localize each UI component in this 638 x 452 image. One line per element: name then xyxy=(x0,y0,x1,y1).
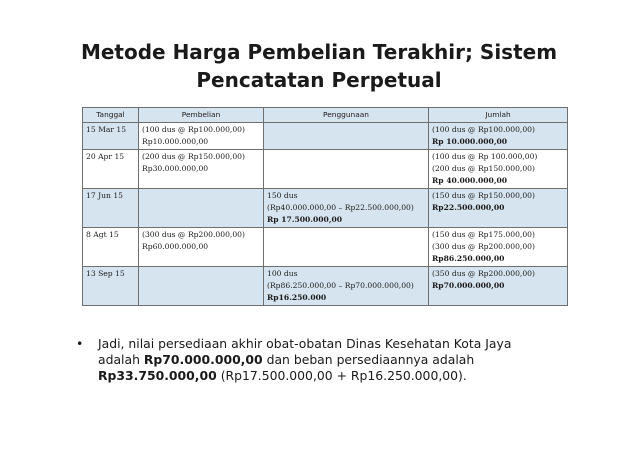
cell-line: Rp30.000.000,00 xyxy=(142,164,209,173)
slide-title-line-2: Pencatatan Perpetual xyxy=(196,68,442,92)
table-row xyxy=(83,123,568,150)
table-row xyxy=(83,267,568,306)
cell-total: Rp86.250.000,00 xyxy=(432,254,505,263)
cell-jumlah xyxy=(429,228,568,267)
cell-jumlah xyxy=(429,150,568,189)
bullet-marker: • xyxy=(76,336,84,351)
header-tanggal: Tanggal xyxy=(83,108,139,123)
cell-line: (100 dus @ Rp 100.000,00) xyxy=(432,152,538,161)
cell-line: (100 dus @ Rp100.000,00) xyxy=(432,125,535,134)
conclusion-part-2: dan beban persediaannya adalah xyxy=(262,352,475,367)
cell-tanggal: 15 Mar 15 xyxy=(83,123,139,150)
cell-penggunaan xyxy=(264,267,429,306)
inventory-expense-value: Rp33.750.000,00 xyxy=(98,368,217,383)
cell-total: Rp70.000.000,00 xyxy=(432,281,505,290)
cell-line: (300 dus @ Rp200.000,00) xyxy=(432,242,535,251)
cell-total: Rp 40.000.000,00 xyxy=(432,176,508,185)
header-jumlah: Jumlah xyxy=(429,108,568,123)
cell-pembelian xyxy=(139,150,264,189)
table-row xyxy=(83,228,568,267)
conclusion-part-1: Jadi, nilai persediaan akhir obat-obatan Dinas Kesehatan Kota Jaya adalah xyxy=(98,336,512,367)
conclusion-bullet xyxy=(76,336,546,384)
table-header-row xyxy=(83,108,568,123)
cell-tanggal: 20 Apr 15 xyxy=(83,150,139,189)
cell-pembelian xyxy=(139,228,264,267)
header-pembelian: Pembelian xyxy=(139,108,264,123)
conclusion-text xyxy=(98,336,546,384)
table-row xyxy=(83,150,568,189)
cell-penggunaan xyxy=(264,189,429,228)
cell-tanggal: 8 Agt 15 xyxy=(83,228,139,267)
cell-line: 150 dus xyxy=(267,191,298,200)
cell-pembelian xyxy=(139,267,264,306)
cell-line: (200 dus @ Rp150.000,00) xyxy=(142,152,245,161)
cell-line: (300 dus @ Rp200.000,00) xyxy=(142,230,245,239)
cell-jumlah xyxy=(429,123,568,150)
slide-title xyxy=(60,38,578,94)
cell-line: Rp10.000.000,00 xyxy=(142,137,209,146)
cell-line: (150 dus @ Rp175.000,00) xyxy=(432,230,535,239)
cell-total: Rp 17.500.000,00 xyxy=(267,215,343,224)
cell-pembelian xyxy=(139,123,264,150)
cell-penggunaan xyxy=(264,228,429,267)
cell-line: (Rp86.250.000,00 – Rp70.000.000,00) xyxy=(267,281,414,290)
cell-line: 100 dus xyxy=(267,269,298,278)
ending-inventory-value: Rp70.000.000,00 xyxy=(143,352,263,367)
cell-pembelian xyxy=(139,189,264,228)
conclusion-part-3: (Rp17.500.000,00 + Rp16.250.000,00). xyxy=(216,368,467,383)
cell-penggunaan xyxy=(264,123,429,150)
table-row xyxy=(83,189,568,228)
cell-penggunaan xyxy=(264,150,429,189)
cell-line: (150 dus @ Rp150.000,00) xyxy=(432,191,535,200)
cell-jumlah xyxy=(429,267,568,306)
header-penggunaan: Penggunaan xyxy=(264,108,429,123)
cell-total: Rp16.250.000 xyxy=(267,293,327,302)
inventory-table xyxy=(82,107,568,306)
cell-line: (100 dus @ Rp100.000,00) xyxy=(142,125,245,134)
cell-total: Rp 10.000.000,00 xyxy=(432,137,508,146)
slide-title-line-1: Metode Harga Pembelian Terakhir; Sistem xyxy=(80,40,558,64)
cell-total: Rp22.500.000,00 xyxy=(432,203,505,212)
cell-jumlah xyxy=(429,189,568,228)
cell-line: Rp60.000.000,00 xyxy=(142,242,209,251)
cell-line: (200 dus @ Rp150.000,00) xyxy=(432,164,535,173)
cell-line: (350 dus @ Rp200.000,00) xyxy=(432,269,535,278)
cell-line: (Rp40.000.000,00 – Rp22.500.000,00) xyxy=(267,203,414,212)
cell-tanggal: 13 Sep 15 xyxy=(83,267,139,306)
cell-tanggal: 17 Jun 15 xyxy=(83,189,139,228)
